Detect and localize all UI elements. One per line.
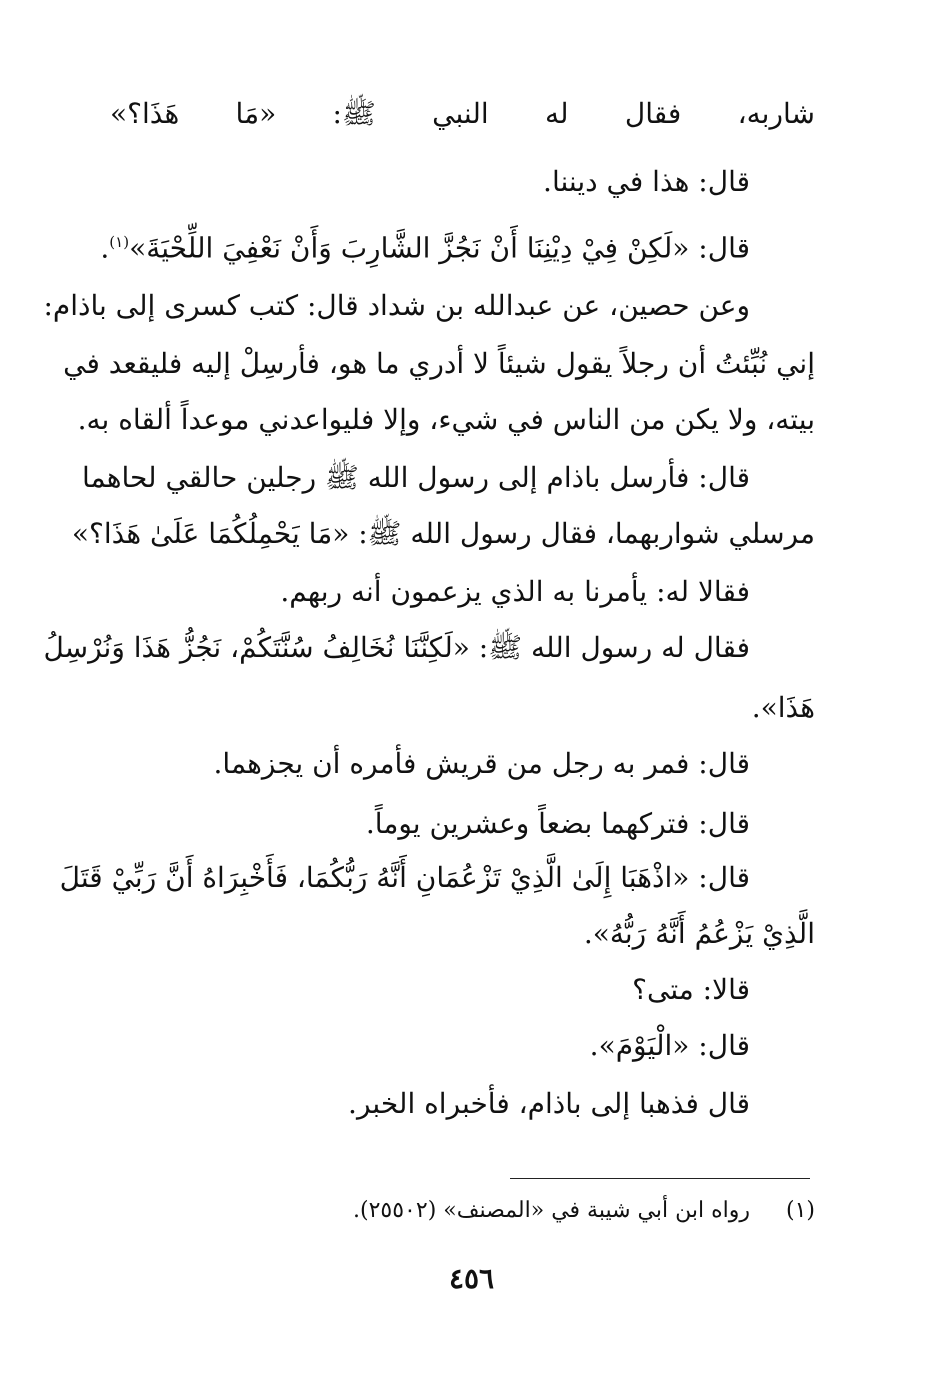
page-number: ٤٥٦	[448, 1262, 495, 1295]
footnote-text: رواه ابن أبي شيبة في «المصنف» (٢٥٥٠٢).	[353, 1198, 750, 1223]
text-line-7: قال: فأرسل باذام إلى رسول الله ﷺ رجلين حالقي لحاهما	[81, 461, 750, 494]
text-line-12: قال: فمر به رجل من قريش فأمره أن يجزهما.	[213, 747, 750, 780]
footnote-number: (١)	[785, 1198, 815, 1223]
text-line-1: شاربه، فقال له النبي ﷺ: «مَا هَذَا؟»	[110, 97, 815, 130]
footnote-separator	[510, 1178, 810, 1179]
text-line-18: قال فذهبا إلى باذام، فأخبراه الخبر.	[348, 1087, 750, 1120]
text-line-10: فقال له رسول الله ﷺ: «لَكِنَّنَا نُخَالِفُ سُنَّتَكُمْ، نَجُزُّ هَذَا وَنُرْسِلُ	[43, 631, 750, 664]
text-line-4: وعن حصين، عن عبدالله بن شداد قال: كتب كسرى إلى باذام:	[43, 289, 750, 322]
text-line-6: بيته، ولا يكن من الناس في شيء، وإلا فليواعدني موعداً ألقاه به.	[77, 403, 815, 436]
text-line-5: إني نُبِّئتُ أن رجلاً يقول شيئاً لا أدري ما هو، فأرسِلْ إليه فليقعد في	[63, 347, 815, 380]
text-line-17: قال: «الْيَوْمَ».	[589, 1029, 750, 1062]
text-line-13: قال: فتركهما بضعاً وعشرين يوماً.	[365, 807, 750, 840]
text-line-3-end: .	[100, 231, 110, 265]
text-line-16: قالا: متى؟	[632, 973, 750, 1006]
footnote-marker: (١)	[109, 233, 130, 251]
text-line-15: الَّذِيْ يَزْعُمُ أَنَّهُ رَبُّهُ».	[583, 917, 815, 950]
text-line-14: قال: «اذْهَبَا إِلَىٰ الَّذِيْ تَزْعُمَانِ أَنَّهُ رَبُّكُمَا، فَأَخْبِرَاهُ أَنَّ رَبِّيْ قَتَلَ	[59, 861, 750, 894]
text-line-8: مرسلي شواربهما، فقال رسول الله ﷺ: «مَا يَحْمِلُكُمَا عَلَىٰ هَذَا؟»	[71, 517, 815, 550]
text-line-3	[100, 222, 750, 268]
text-line-11: هَذَا».	[751, 691, 815, 724]
text-line-3-body: قال: «لَكِنْ فِيْ دِيْنِنَا أَنْ نَجُزَّ الشَّارِبَ وَأَنْ نَعْفِيَ اللِّحْيَةَ»	[129, 231, 750, 265]
text-line-2: قال: هذا في ديننا.	[543, 165, 750, 198]
footnote	[110, 1196, 815, 1226]
text-line-9: فقالا له: يأمرنا به الذي يزعمون أنه ربهم.	[280, 575, 750, 608]
